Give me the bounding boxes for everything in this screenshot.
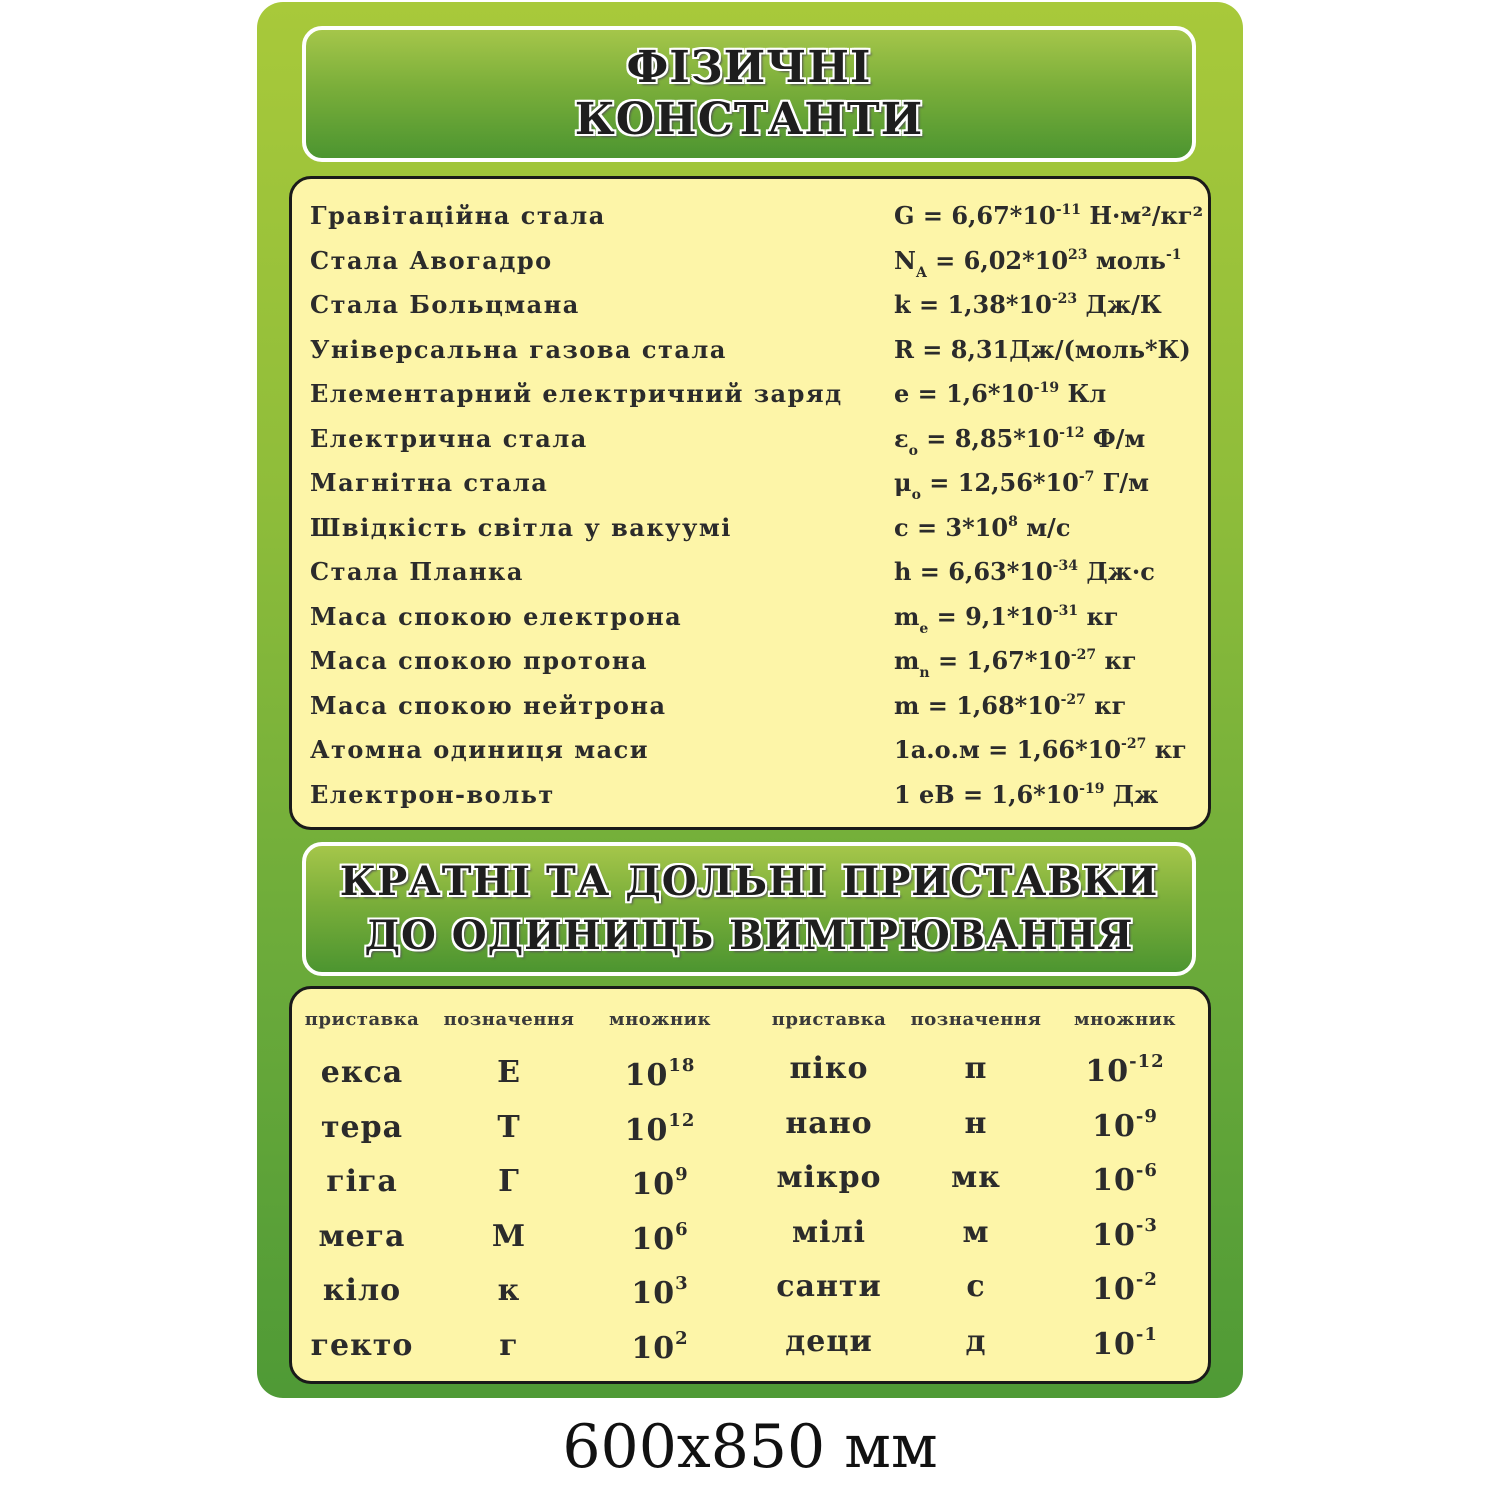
constant-name: Стала Больцмана xyxy=(310,290,580,319)
prefix-name: нано xyxy=(785,1105,873,1141)
constant-value-sup: 8 xyxy=(1008,513,1018,530)
constant-name: Атомна одиниця маси xyxy=(310,735,650,764)
multiplier-exponent: 12 xyxy=(668,1109,696,1131)
constant-value-sub: n xyxy=(919,665,930,681)
constant-value-sym: m xyxy=(894,646,920,675)
prefix-symbol: с xyxy=(966,1269,986,1304)
constant-value-mid: = 9,1*10 xyxy=(928,601,1053,631)
constant-value xyxy=(894,691,1126,720)
constant-value-sup: -11 xyxy=(1055,202,1082,218)
prefix-name: кіло xyxy=(322,1273,402,1308)
constant-value-sym: h = 6,63*10 xyxy=(894,557,1053,586)
constant-row xyxy=(292,335,1208,379)
prefix-name: гекто xyxy=(310,1327,414,1363)
constants-panel xyxy=(289,176,1211,830)
constant-row xyxy=(292,780,1208,824)
constant-value-sym: G = 6,67*10 xyxy=(894,201,1056,230)
multiplier-exponent: 2 xyxy=(675,1327,689,1349)
constant-row xyxy=(292,379,1208,423)
multiplier-base: 10 xyxy=(624,1112,669,1148)
prefix-symbol: м xyxy=(962,1214,990,1250)
multiplier-base: 10 xyxy=(1092,1272,1136,1307)
constant-value-sup2: -1 xyxy=(1165,246,1182,263)
constant-name: Магнітна стала xyxy=(310,468,549,497)
multiplier-base: 10 xyxy=(1092,1163,1136,1198)
constant-value-mid: = 8,85*10 xyxy=(917,423,1060,453)
multiplier-base: 10 xyxy=(1085,1054,1130,1089)
constant-row xyxy=(292,557,1208,601)
constant-value-sub: e xyxy=(919,620,929,637)
constant-row xyxy=(292,290,1208,334)
prefix-symbol: д xyxy=(965,1323,987,1359)
constant-row xyxy=(292,201,1208,245)
prefix-multiplier xyxy=(631,1328,688,1366)
constant-value xyxy=(894,780,1158,809)
constant-value-sym: μ xyxy=(894,468,912,497)
prefix-name: гіга xyxy=(326,1164,398,1199)
prefix-name: піко xyxy=(789,1051,869,1086)
constant-value xyxy=(894,735,1187,764)
title-line: ФІЗИЧНІ xyxy=(626,42,872,93)
prefix-multiplier xyxy=(1092,1106,1158,1144)
constants-title-banner xyxy=(302,26,1196,162)
constant-value-rest: кг xyxy=(1096,646,1137,675)
constant-name: Універсальна газова стала xyxy=(310,334,727,364)
constant-row xyxy=(292,246,1208,290)
constant-row xyxy=(292,424,1208,468)
prefix-symbol: Г xyxy=(498,1164,520,1199)
title-line: КРАТНІ ТА ДОЛЬНІ ПРИСТАВКИ xyxy=(339,858,1159,905)
constant-value-sym: 1а.о.м = 1,66*10 xyxy=(894,735,1122,764)
multiplier-exponent: 6 xyxy=(675,1218,689,1240)
prefix-multiplier xyxy=(1092,1269,1158,1307)
constant-value xyxy=(894,602,1119,637)
constant-name: Швідкість світла у вакуумі xyxy=(310,512,732,542)
column-header: позначення xyxy=(910,1009,1042,1030)
prefixes-panel xyxy=(289,986,1211,1384)
constant-value-rest: м/с xyxy=(1017,512,1071,542)
multiplier-base: 10 xyxy=(631,1221,676,1257)
constant-value-rest: Ф/м xyxy=(1084,423,1146,453)
constant-value-mid: = 12,56*10 xyxy=(920,468,1079,497)
prefix-multiplier xyxy=(631,1273,688,1311)
prefix-multiplier xyxy=(625,1110,696,1148)
multiplier-exponent: 9 xyxy=(675,1164,689,1185)
prefix-name: мілі xyxy=(791,1214,867,1250)
constant-value-sup: -31 xyxy=(1052,602,1079,619)
multiplier-base: 10 xyxy=(631,1276,676,1311)
multiplier-exponent: -1 xyxy=(1135,1323,1158,1345)
prefix-name: мікро xyxy=(776,1160,882,1195)
constant-value xyxy=(894,290,1162,319)
constant-value-rest: моль xyxy=(1087,245,1166,275)
prefix-multiplier xyxy=(631,1164,688,1202)
constant-value-rest: Дж/К xyxy=(1077,290,1162,319)
title-line: ДО ОДИНИЦЬ ВИМІРЮВАННЯ xyxy=(364,912,1134,959)
multiplier-exponent: -3 xyxy=(1135,1214,1158,1236)
prefix-symbol: мк xyxy=(951,1160,1001,1195)
constant-name: Електрична стала xyxy=(310,423,588,453)
constant-value-mid: = 6,02*10 xyxy=(926,245,1069,275)
constant-value-sym: N xyxy=(894,245,916,275)
constant-value-sym: c = 3*10 xyxy=(894,512,1009,542)
multiplier-base: 10 xyxy=(631,1330,676,1366)
constant-name: Гравітаційна стала xyxy=(310,201,606,230)
constant-row xyxy=(292,513,1208,557)
constant-value-sym: 1 еВ = 1,6*10 xyxy=(894,779,1080,809)
constant-value-rest: кг xyxy=(1078,601,1119,631)
multiplier-base: 10 xyxy=(631,1167,676,1202)
constant-value-sym: e = 1,6*10 xyxy=(894,379,1034,408)
constant-value xyxy=(894,246,1182,281)
constant-value xyxy=(894,379,1106,408)
constant-value-rest: Н·м²/кг² xyxy=(1081,201,1204,230)
prefix-symbol: п xyxy=(964,1051,988,1086)
constant-row xyxy=(292,468,1208,512)
constant-value-sym: ε xyxy=(894,423,909,453)
constant-value-rest: кг xyxy=(1146,735,1187,764)
prefix-symbol: н xyxy=(964,1105,988,1141)
constant-value-sym: k = 1,38*10 xyxy=(894,290,1052,319)
prefix-symbol: г xyxy=(499,1327,519,1363)
constant-name: Стала Авогадро xyxy=(310,245,553,275)
prefix-multiplier xyxy=(1085,1051,1164,1089)
constant-value-rest: Дж xyxy=(1104,779,1159,809)
constant-value-sym: m = 1,68*10 xyxy=(894,690,1061,720)
constant-value xyxy=(894,468,1149,503)
constant-name: Маса спокою нейтрона xyxy=(310,690,667,720)
column-header: приставка xyxy=(304,1009,420,1030)
constant-value-sub: o xyxy=(908,442,918,459)
constant-value-rest: Г/м xyxy=(1094,468,1149,497)
prefix-symbol: Т xyxy=(497,1109,521,1145)
constant-value-sup: 23 xyxy=(1068,246,1088,263)
prefix-name: екса xyxy=(320,1055,404,1090)
multiplier-exponent: -2 xyxy=(1135,1269,1158,1290)
constant-value-rest: Дж·с xyxy=(1077,557,1155,586)
constant-name: Стала Планка xyxy=(310,557,524,586)
constant-value-sup: -19 xyxy=(1033,380,1060,396)
prefix-multiplier xyxy=(1092,1160,1158,1198)
poster-board xyxy=(257,2,1243,1398)
prefix-name: тера xyxy=(320,1109,404,1145)
column-header: позначення xyxy=(443,1009,575,1030)
constant-name: Маса спокою електрона xyxy=(310,601,683,631)
prefix-symbol: М xyxy=(491,1218,527,1254)
size-label: 600x850 мм xyxy=(562,1412,938,1482)
prefix-symbol: к xyxy=(497,1273,521,1308)
multiplier-exponent: -6 xyxy=(1135,1160,1158,1181)
constant-value xyxy=(894,424,1145,459)
constant-value xyxy=(894,335,1191,364)
multiplier-base: 10 xyxy=(1092,1326,1136,1362)
prefixes-title-banner xyxy=(302,842,1196,976)
constant-value-sup: -12 xyxy=(1059,424,1085,441)
prefix-name: деци xyxy=(785,1323,873,1359)
constant-value-rest: Кл xyxy=(1059,379,1107,408)
constant-value-sup: -7 xyxy=(1078,469,1095,485)
multiplier-base: 10 xyxy=(1092,1108,1136,1144)
constant-row xyxy=(292,602,1208,646)
constant-value-rest: кг xyxy=(1085,690,1127,720)
multiplier-exponent: -12 xyxy=(1129,1051,1165,1072)
constant-row xyxy=(292,691,1208,735)
constant-name: Елементарний електричний заряд xyxy=(310,379,843,408)
constant-value-sub: o xyxy=(911,487,921,503)
multiplier-exponent: -9 xyxy=(1135,1105,1158,1127)
prefix-multiplier xyxy=(1092,1324,1158,1362)
constant-value-sup: -27 xyxy=(1070,647,1097,663)
column-header: приставка xyxy=(771,1009,887,1030)
constant-row xyxy=(292,735,1208,779)
constant-name: Маса спокою протона xyxy=(310,646,648,675)
constant-value-sym: R = 8,31Дж/(моль*К) xyxy=(894,334,1191,364)
constant-value-sub: A xyxy=(915,264,927,281)
constant-value-sup: -27 xyxy=(1121,736,1147,752)
prefix-multiplier xyxy=(1092,1215,1158,1253)
prefix-name: санти xyxy=(776,1269,882,1304)
constant-value xyxy=(894,646,1137,681)
column-header: множник xyxy=(1073,1009,1177,1030)
constant-value-sup: -27 xyxy=(1060,691,1086,708)
constant-name: Електрон-вольт xyxy=(310,779,555,809)
constant-value xyxy=(894,513,1070,542)
prefix-multiplier xyxy=(625,1055,696,1093)
constant-value xyxy=(894,201,1203,230)
constant-value xyxy=(894,557,1155,586)
constant-value-sup: -19 xyxy=(1079,780,1105,797)
constant-value-sym: m xyxy=(894,601,920,631)
prefix-symbol: Е xyxy=(497,1055,521,1090)
constant-row xyxy=(292,646,1208,690)
multiplier-base: 10 xyxy=(1092,1217,1136,1253)
prefix-multiplier xyxy=(631,1219,688,1257)
constant-value-sup: -23 xyxy=(1051,291,1078,307)
multiplier-exponent: 3 xyxy=(675,1273,689,1294)
constant-value-mid: = 1,67*10 xyxy=(929,646,1071,675)
prefix-name: мега xyxy=(318,1218,406,1254)
constant-value-sup: -34 xyxy=(1052,558,1078,574)
multiplier-exponent: 18 xyxy=(668,1055,696,1076)
column-header: множник xyxy=(608,1009,712,1030)
title-line: КОНСТАНТИ xyxy=(574,94,924,145)
multiplier-base: 10 xyxy=(624,1058,669,1093)
